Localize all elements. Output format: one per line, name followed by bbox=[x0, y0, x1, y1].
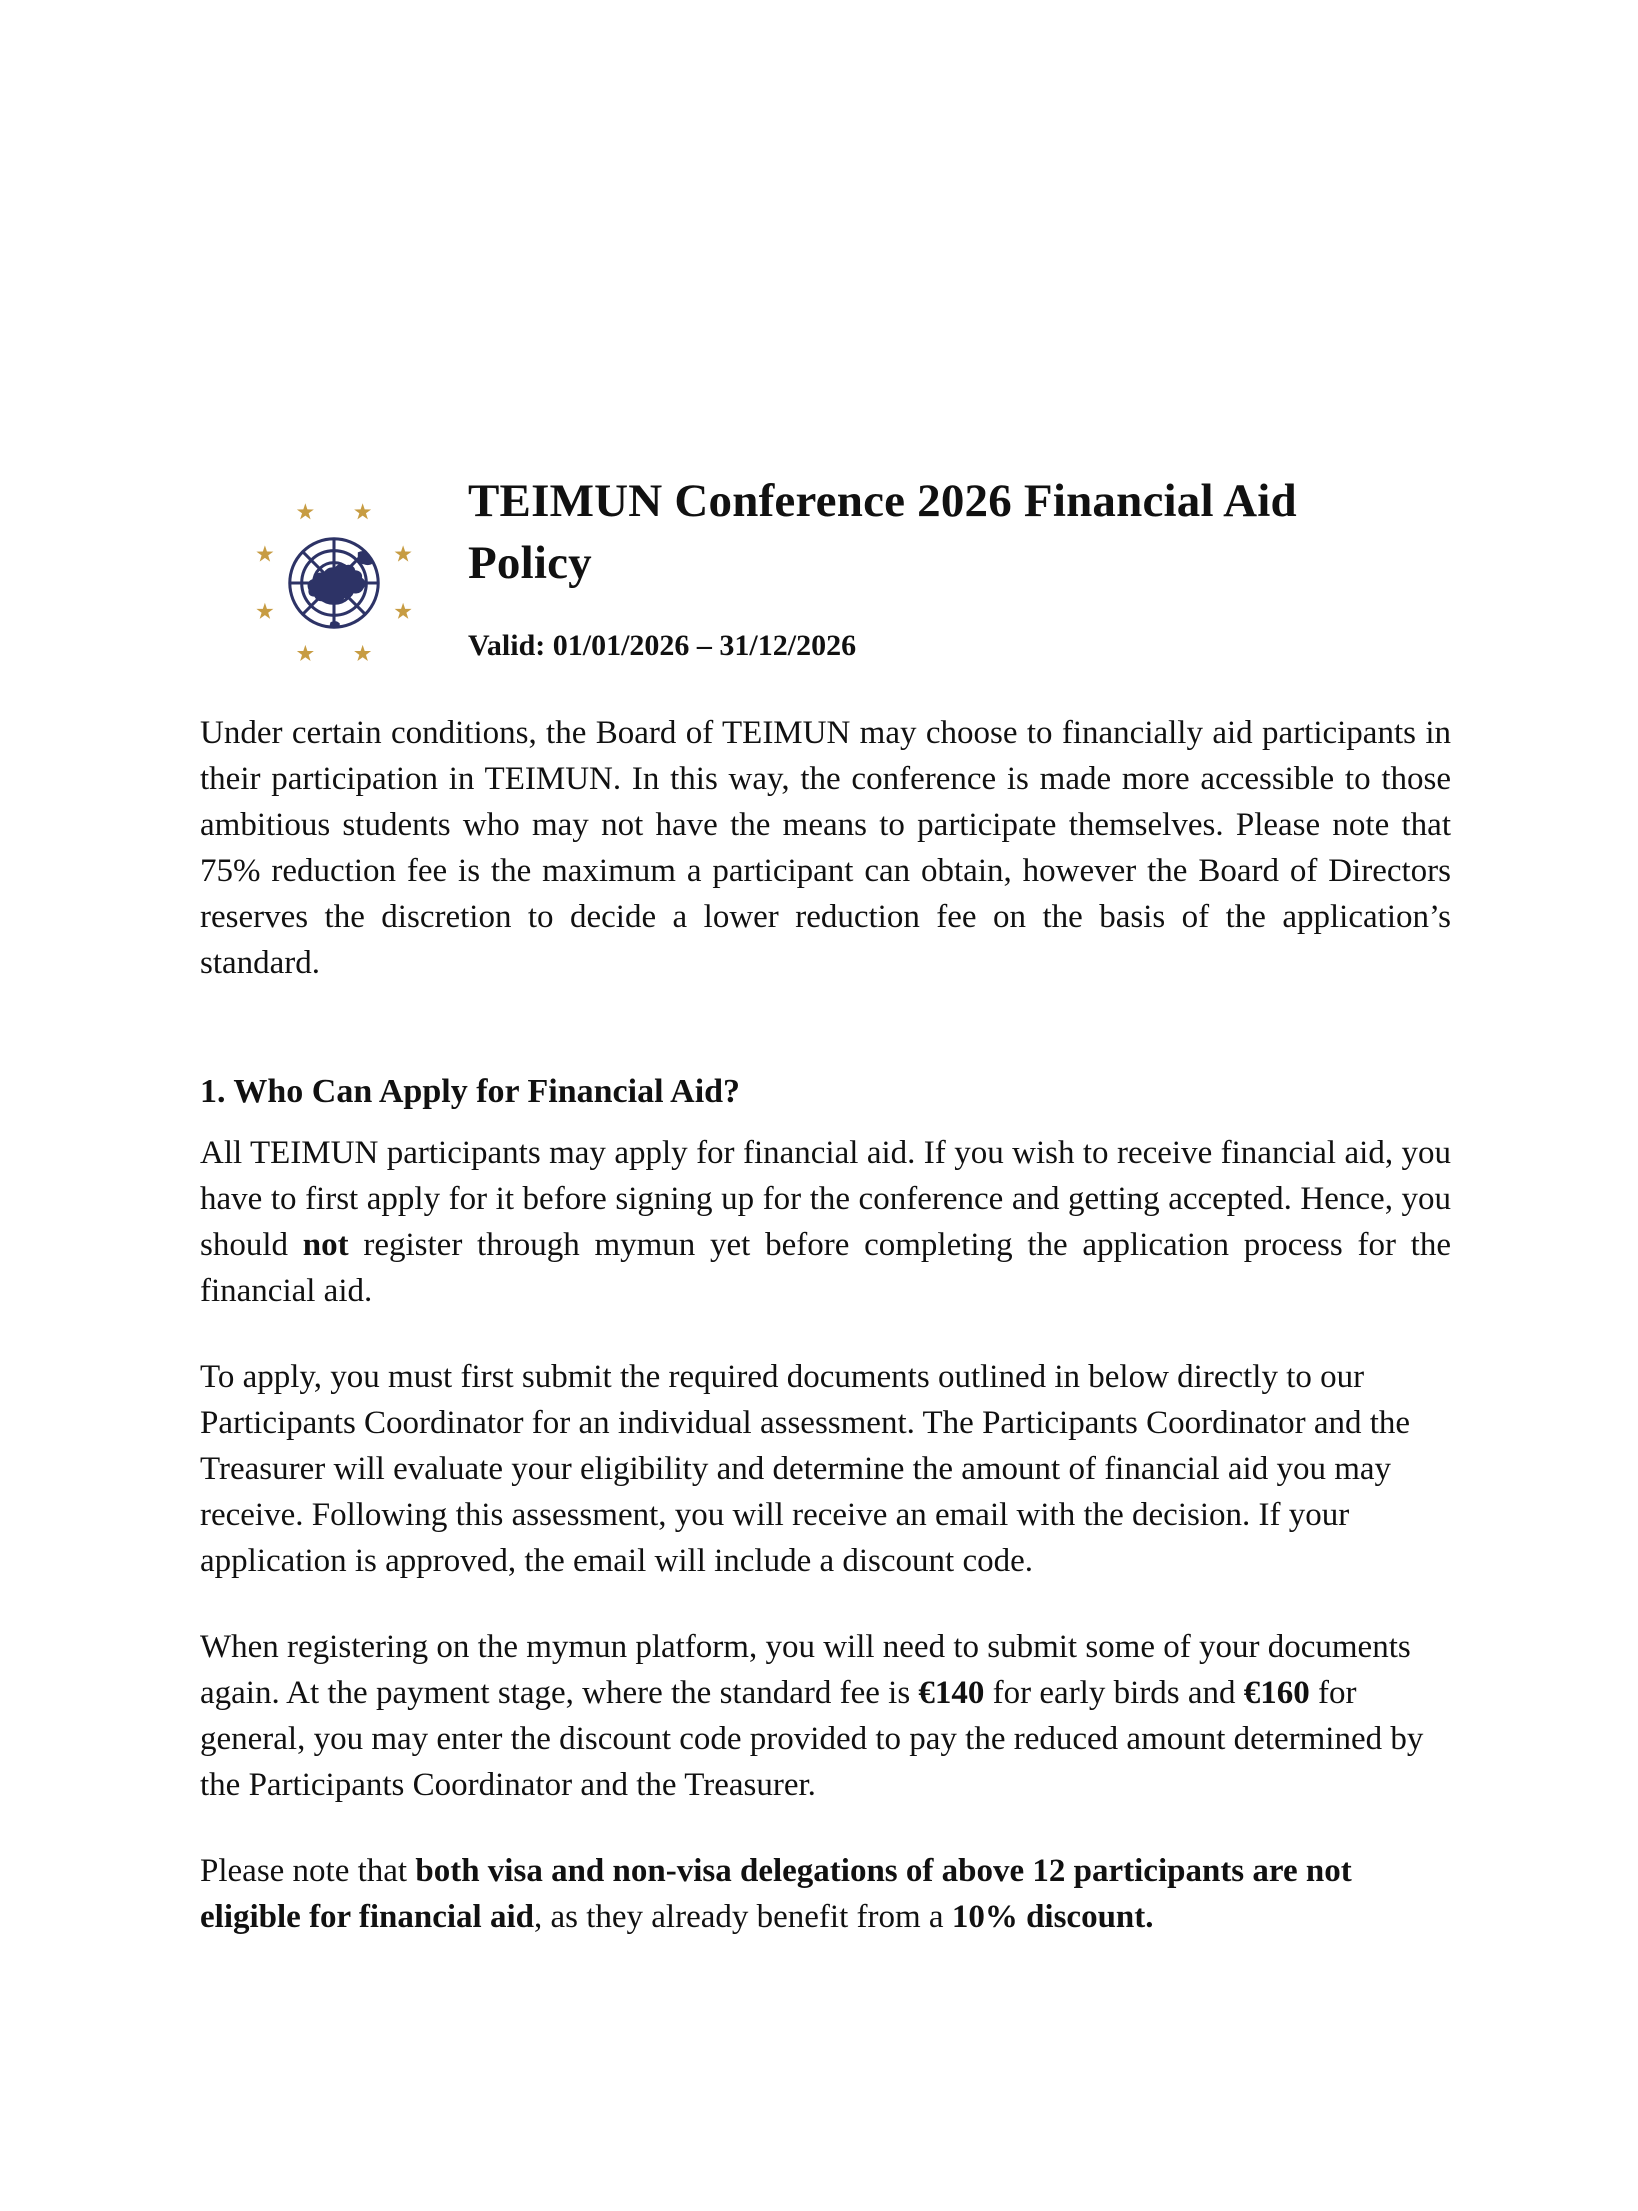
teimun-logo bbox=[200, 470, 468, 668]
document-header bbox=[200, 470, 1451, 668]
section-1-heading: 1. Who Can Apply for Financial Aid? bbox=[200, 1073, 741, 1110]
section-1-paragraph-2: To apply, you must first submit the required documents outlined in below directly to our Participants Coordinator for an individual assessment. The Participants Coordinator and the Treasurer will evaluate your eligibility and determine the amount of financial aid you may receive. Following this assessment, you will receive an email with the decision. If your application is approved, the email will include a discount code. bbox=[200, 1359, 1411, 1579]
validity-line: Valid: 01/01/2026 – 31/12/2026 bbox=[468, 629, 857, 663]
section-1-paragraph-4: Please note that both visa and non-visa delegations of above 12 participants are not eligible for financial aid, as they already benefit from a 10% discount. bbox=[200, 1853, 1352, 1935]
section-1-paragraph-3: When registering on the mymun platform, you will need to submit some of your documents again. At the payment stage, where the standard fee is €140 for early birds and €160 for general, you may enter the discount code provided to pay the reduced amount determined by the Participants Coordinator and the Treasurer. bbox=[200, 1629, 1424, 1803]
section-1-paragraph-1: All TEIMUN participants may apply for financial aid. If you wish to receive financial aid, you have to first apply for it before signing up for the conference and getting accepted. Hence, you should not register through mymun yet before completing the application process for the financial aid. bbox=[200, 1135, 1451, 1309]
un-globe-icon bbox=[249, 498, 419, 668]
intro-paragraph: Under certain conditions, the Board of TEIMUN may choose to financially aid participants in their participation in TEIMUN. In this way, the conference is made more accessible to those ambitious students who may not have the means to participate themselves. Please note that 75% reduction fee is the maximum a participant can obtain, however the Board of Directors reserves the discretion to decide a lower reduction fee on the basis of the application’s standard. bbox=[200, 715, 1451, 981]
document-title: TEIMUN Conference 2026 Financial Aid Policy bbox=[468, 475, 1297, 590]
